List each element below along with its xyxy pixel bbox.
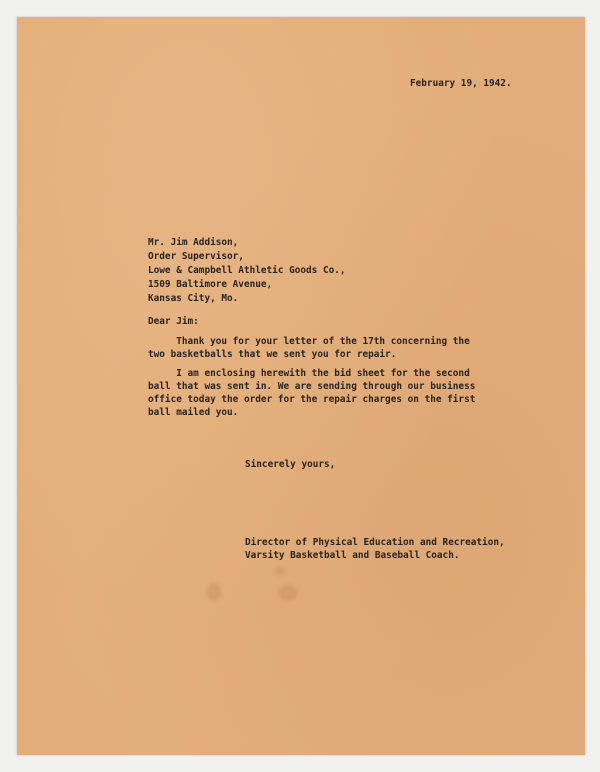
body-line: ball mailed you. [148, 407, 239, 418]
salutation: Dear Jim: [148, 316, 199, 327]
body-line: two basketballs that we sent you for repair. [148, 349, 397, 360]
recipient-line: Kansas City, Mo. [148, 293, 239, 304]
letter-date: February 19, 1942. [410, 78, 512, 89]
body-line: ball that was sent in. We are sending through our business [148, 381, 476, 392]
recipient-line: Mr. Jim Addison, [148, 237, 239, 248]
paper-stain [275, 567, 285, 575]
recipient-line: Order Supervisor, [148, 251, 244, 262]
body-line: I am enclosing herewith the bid sheet for the second [148, 368, 470, 379]
paper-stain [279, 585, 297, 601]
recipient-line: 1509 Baltimore Avenue, [148, 279, 273, 290]
signature-title-line: Director of Physical Education and Recreation, [245, 537, 505, 548]
body-line: Thank you for your letter of the 17th concerning the [148, 336, 470, 347]
closing: Sincerely yours, [245, 459, 336, 470]
signature-title-line: Varsity Basketball and Baseball Coach. [245, 550, 460, 561]
paper-stain [207, 583, 221, 601]
recipient-line: Lowe & Campbell Athletic Goods Co., [148, 265, 346, 276]
body-line: office today the order for the repair charges on the first [148, 394, 476, 405]
